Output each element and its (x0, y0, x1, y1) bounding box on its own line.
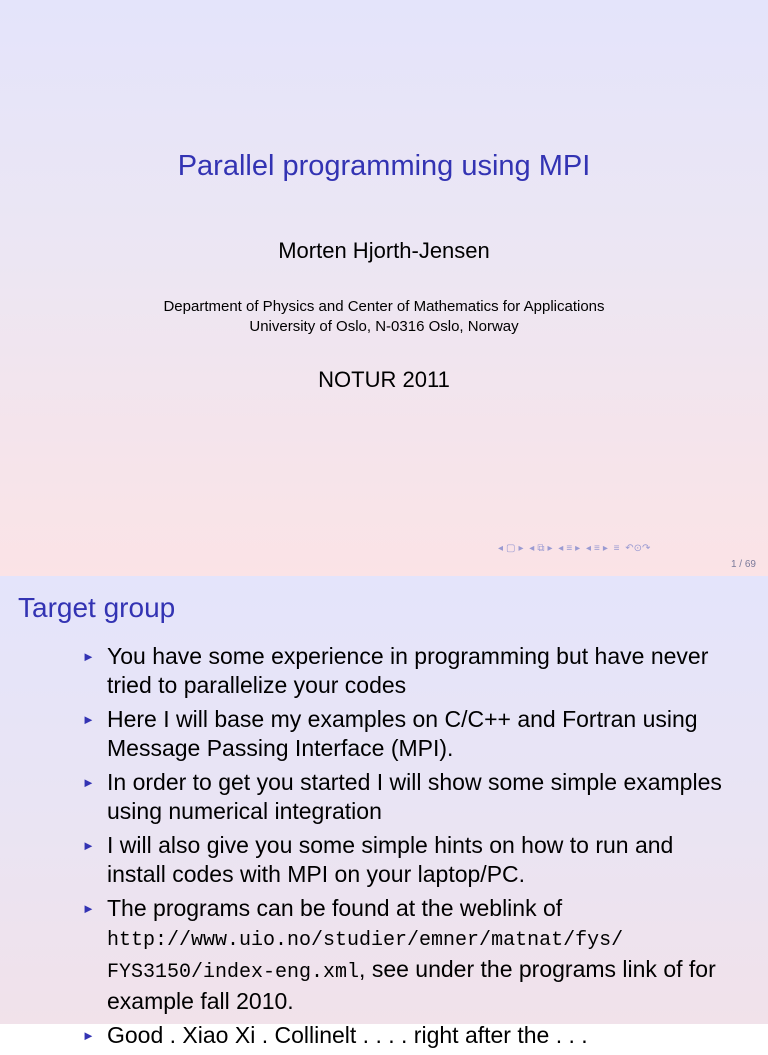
triangle-bullet-icon: ► (82, 1028, 95, 1043)
nav-appendix-icon[interactable]: ≡ (594, 543, 600, 554)
nav-search-icon[interactable]: ↶⊙↷ (625, 543, 651, 554)
list-item (0, 894, 768, 1016)
nav-prev-subsection-icon[interactable]: ◂ (529, 543, 535, 554)
program-url-line-1[interactable]: http://www.uio.no/studier/emner/matnat/fys/ (107, 929, 624, 952)
triangle-bullet-icon: ► (82, 712, 95, 727)
nav-document-icon[interactable]: ≡ (613, 543, 620, 554)
nav-next-appendix-icon[interactable]: ▸ (602, 543, 608, 554)
triangle-bullet-icon: ► (82, 649, 95, 664)
list-item-text: The programs can be found at the weblink of (107, 895, 563, 921)
nav-prev-frame-icon[interactable]: ◂ (498, 543, 504, 554)
beamer-navigation-bar (498, 541, 764, 557)
nav-subsection-icon[interactable]: ⧉ (537, 543, 545, 554)
list-item (0, 705, 768, 763)
institute-line-1: Department of Physics and Center of Mathematics for Applications (163, 298, 605, 315)
presentation-title: Parallel programming using MPI (177, 150, 591, 182)
list-item (0, 642, 768, 700)
nav-prev-section-icon[interactable]: ◂ (558, 543, 564, 554)
program-url-line-2[interactable]: FYS3150/index-eng.xml (107, 961, 360, 984)
list-item-text: Here I will base my examples on C/C++ and Fortran using Message Passing Interface (MPI). (107, 706, 698, 761)
nav-next-frame-icon[interactable]: ▸ (518, 543, 524, 554)
triangle-bullet-icon: ► (82, 901, 95, 916)
list-item-text: In order to get you started I will show some simple examples using numerical integration (107, 769, 722, 824)
list-item (0, 831, 768, 889)
triangle-bullet-icon: ► (82, 775, 95, 790)
author-name: Morten Hjorth-Jensen (278, 238, 490, 263)
page-number: 1 / 69 (730, 559, 756, 570)
list-item-text: You have some experience in programming but have never tried to parallelize your codes (107, 643, 709, 698)
institute (0, 297, 768, 337)
nav-frame-icon[interactable]: ▢ (506, 543, 516, 554)
list-item-text: Good . Xiao Xi . Collinelt . . . . right after the . . . (107, 1022, 588, 1048)
list-item-partial (0, 1021, 768, 1050)
nav-section-icon[interactable]: ≡ (566, 543, 573, 554)
content-slide (0, 576, 768, 1048)
nav-next-section-icon[interactable]: ▸ (575, 543, 581, 554)
nav-prev-appendix-icon[interactable]: ◂ (585, 543, 591, 554)
list-item-tail-text: , see under the programs link of for example fall 2010. (107, 956, 716, 1014)
nav-next-subsection-icon[interactable]: ▸ (547, 543, 553, 554)
frame-title: Target group (18, 592, 176, 623)
institute-line-2: University of Oslo, N-0316 Oslo, Norway (249, 318, 519, 335)
triangle-bullet-icon: ► (82, 838, 95, 853)
bullet-list (0, 642, 768, 1055)
presentation-date: NOTUR 2011 (318, 367, 450, 392)
list-item-text: I will also give you some simple hints on how to run and install codes with MPI on your laptop/PC. (107, 832, 674, 887)
list-item (0, 768, 768, 826)
